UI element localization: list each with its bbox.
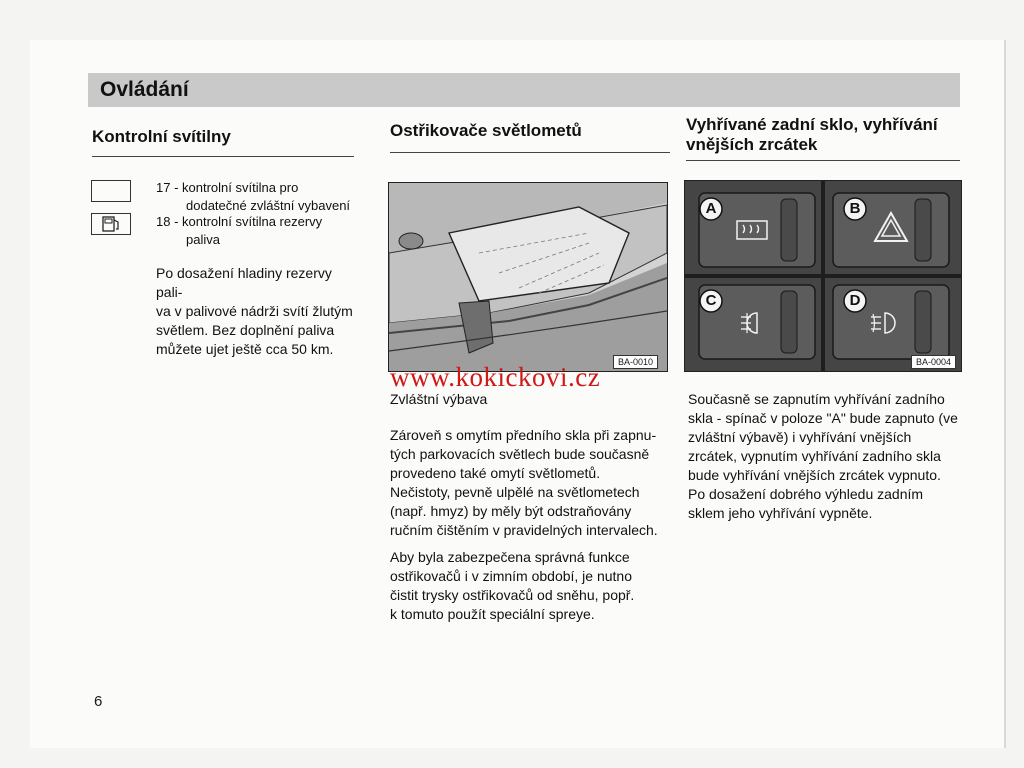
col2-para-line: k tomuto použít speciální spreye. [390, 606, 595, 622]
headlight-washer-illustration [388, 182, 668, 372]
col1-rule [92, 156, 354, 157]
col3-para-line: sklem jeho vyhřívání vypněte. [688, 505, 873, 521]
watermark-text: www.kokickovi.cz [390, 362, 601, 392]
col2-para-line: (např. hmyz) by měly být odstraňovány [390, 503, 632, 519]
col1-para-line: můžete ujet ještě cca 50 km. [156, 341, 334, 357]
col3-paragraph [688, 390, 962, 523]
col3-para-line: zrcátek, vypnutím vyhřívání zadního skla [688, 448, 941, 464]
switch-letter-c: C [705, 292, 717, 309]
col1-paragraph [156, 264, 358, 359]
col2-para-line: čistit trysky ostřikovačů od sněhu, popř. [390, 587, 635, 603]
col2-para-line: Aby byla zabezpečena správná funkce [390, 549, 630, 565]
page-edge [1004, 40, 1006, 748]
figure-label-ba0010: BA-0010 [613, 355, 658, 369]
col3-rule [686, 160, 960, 161]
col1-title: Kontrolní svítilny [92, 127, 231, 146]
col2-para-line: provedeno také omytí světlometů. [390, 465, 601, 481]
col3-para-line: bude vyhřívání vnějších zrcátek vypnuto. [688, 467, 941, 483]
col1-para-line: světlem. Bez doplnění paliva [156, 322, 335, 338]
section-title: Ovládání [100, 78, 189, 101]
item-18-line1: 18 - kontrolní svítilna rezervy [156, 214, 323, 229]
col1-para-line: Po dosažení hladiny rezervy pali- [156, 265, 332, 300]
col3-title-line2: vnějších zrcátek [686, 135, 818, 154]
item-17-line1: 17 - kontrolní svítilna pro [156, 180, 299, 195]
switch-letter-b: B [849, 200, 861, 217]
page-number: 6 [94, 693, 103, 710]
special-equipment-label: Zvláštní výbava [390, 391, 488, 407]
col2-para-line: Zároveň s omytím předního skla při zapnu- [390, 427, 657, 443]
col3-title-line1: Vyhřívané zadní sklo, vyhřívání [686, 115, 938, 134]
col2-para-line: tých parkovacích světlech bude současně [390, 446, 650, 462]
col2-para-line: ostřikovačů i v zimním období, je nutno [390, 568, 633, 584]
col2-rule [390, 152, 670, 153]
col2-paragraph-1 [390, 426, 670, 540]
item-17-line2: dodatečné zvláštní vybavení [186, 198, 351, 213]
switch-letter-d: D [849, 292, 861, 309]
figure-label-ba0004: BA-0004 [911, 355, 956, 369]
fuel-reserve-icon [91, 213, 131, 235]
section-header [88, 73, 960, 107]
warning-lamp-17-icon [91, 180, 131, 202]
col2-para-line: ručním čištěním v pravidelných intervalech. [390, 522, 658, 538]
col3-para-line: skla - spínač v poloze "A" bude zapnuto (ve [688, 410, 958, 426]
col2-para-line: Nečistoty, pevně ulpělé na světlometech [390, 484, 640, 500]
col3-para-line: Současně se zapnutím vyhřívání zadního [688, 391, 945, 407]
col2-title: Ostřikovače světlometů [390, 121, 582, 140]
switch-letter-a: A [705, 200, 717, 217]
item-18-line2: paliva [186, 232, 220, 247]
col3-para-line: zvláštní výbavě) i vyhřívání vnějších [688, 429, 912, 445]
rocker-switches-illustration [684, 180, 962, 372]
col2-paragraph-2 [390, 548, 670, 624]
col3-para-line: Po dosažení dobrého výhledu zadním [688, 486, 924, 502]
col1-para-line: va v palivové nádrži svítí žlutým [156, 303, 353, 319]
